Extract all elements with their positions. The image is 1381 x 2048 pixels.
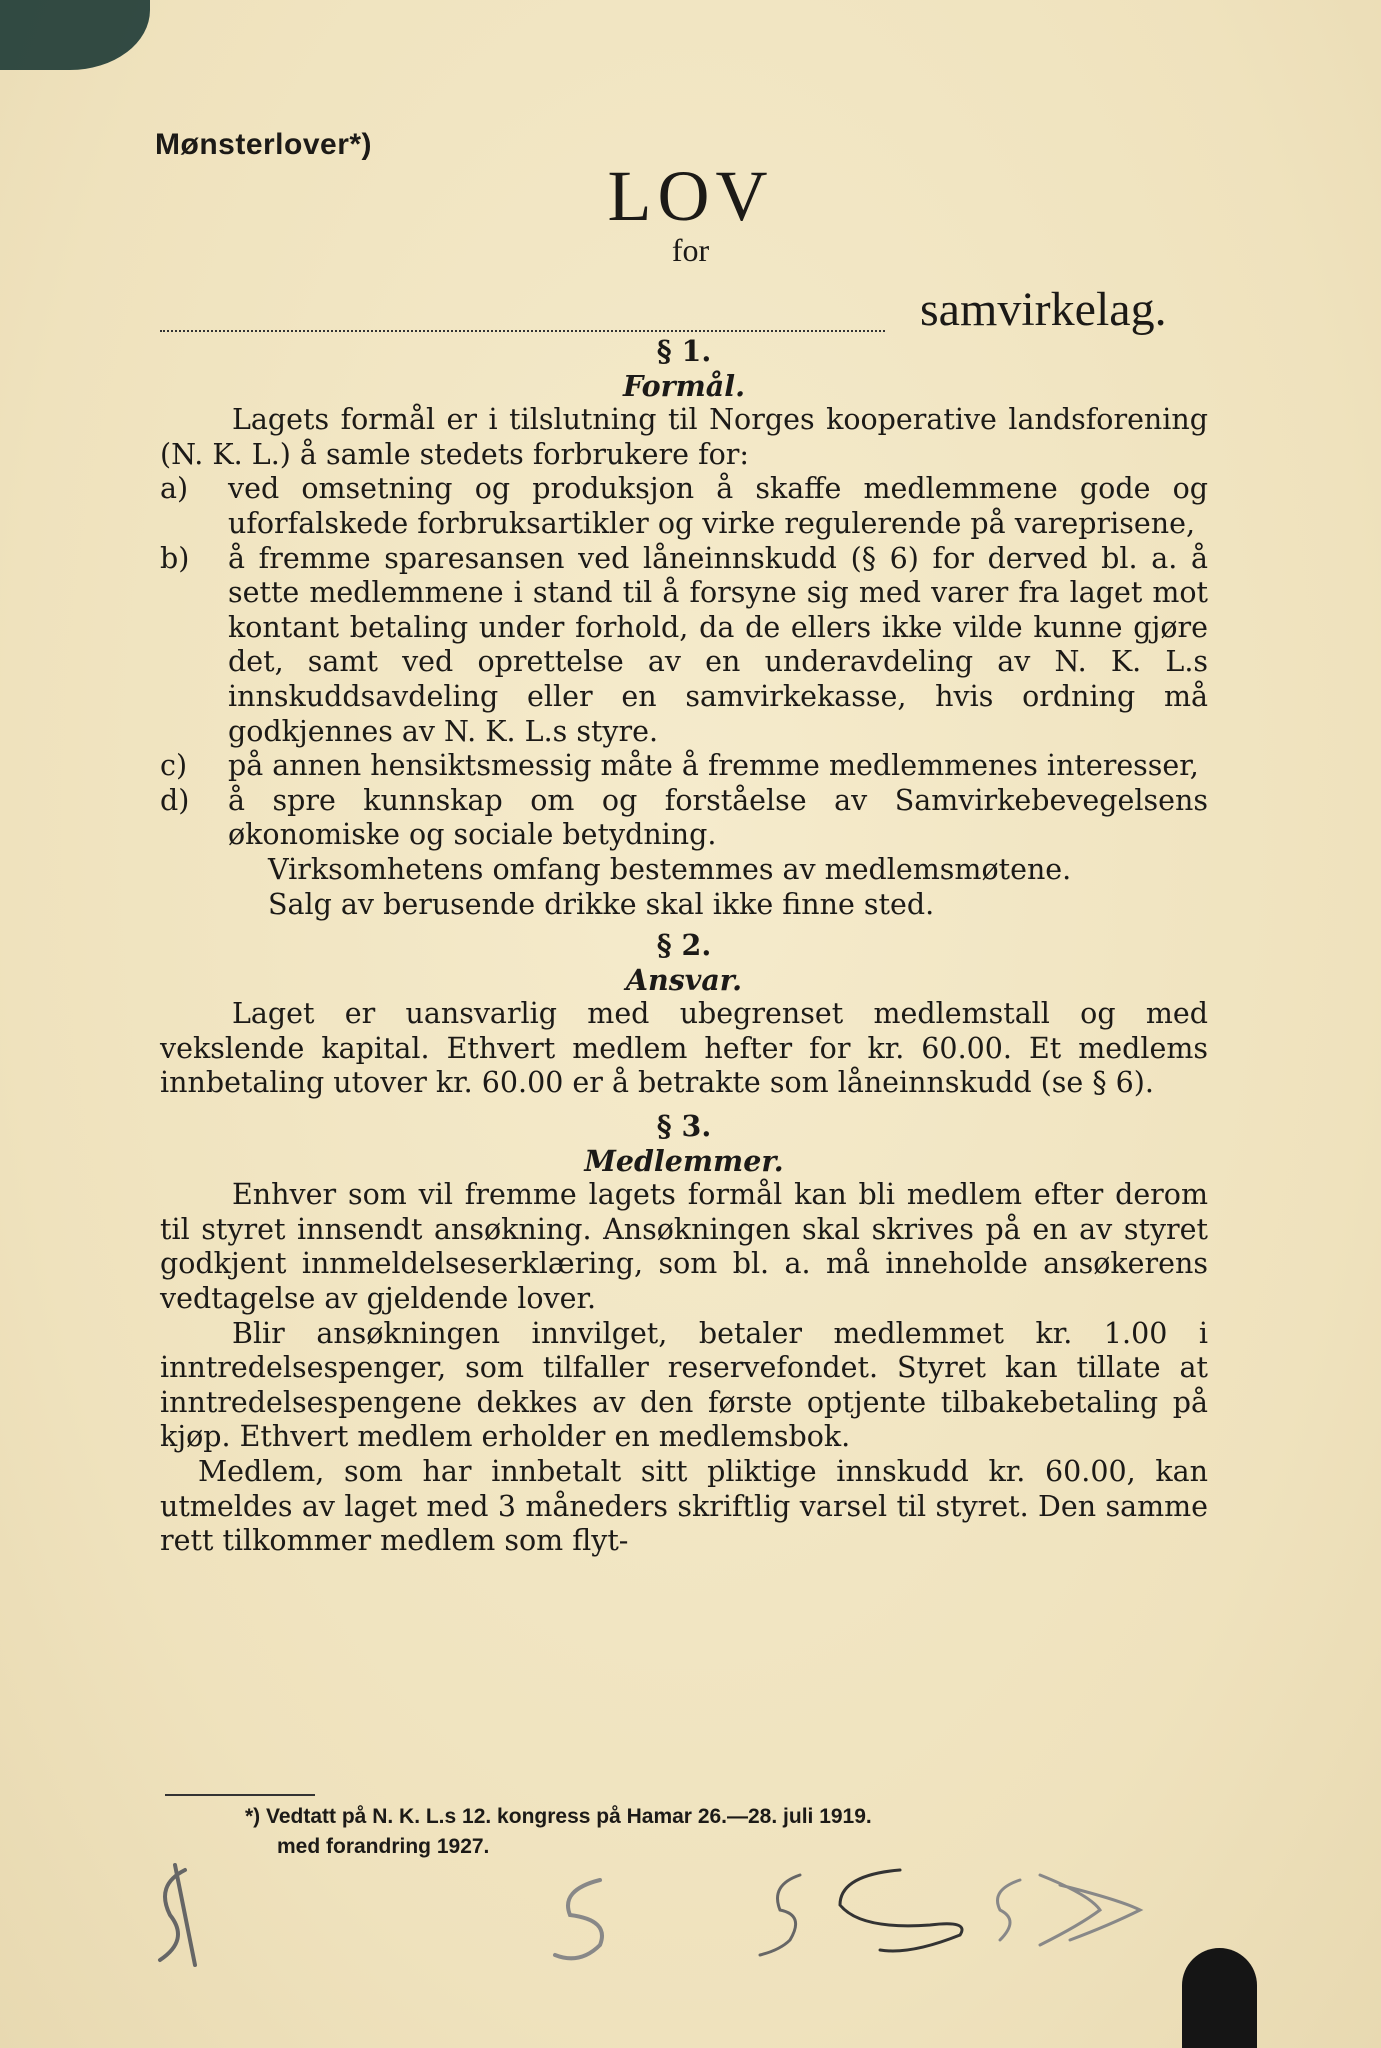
- handwritten-pencil-marks: [140, 1855, 1190, 1975]
- footnote-divider: [165, 1794, 315, 1796]
- document-body: [160, 334, 1208, 1559]
- list-item-text: å spre kunnskap om og forståelse av Samvirkebevegelsens økonomiske og sociale betydning.: [228, 783, 1208, 852]
- footnote-line-1: *) Vedtatt på N. K. L.s 12. kongress på Hamar 26.—28. juli 1919.: [245, 1805, 872, 1828]
- section-3-paragraph-3: Medlem, som har innbetalt sitt pliktige innskudd kr. 60.00, kan utmeldes av laget med 3 måneders skriftlig varsel til styret. Den samme rett tilkommer medlem som flyt-: [160, 1455, 1208, 1558]
- page-title: LOV: [607, 156, 774, 236]
- section-2-heading: Ansvar.: [625, 962, 743, 997]
- lag-name-suffix: samvirkelag.: [920, 283, 1167, 336]
- list-item: [160, 472, 1208, 541]
- section-3-paragraph-2: Blir ansøkningen innvilget, betaler medlemmet kr. 1.00 i inntredelsespenger, som tilfaller reservefondet. Styret kan tillate at inntredelsespengene dekkes av den første optjente tilbakebetaling på kjøp. Ethvert medlem erholder en medlemsbok.: [160, 1316, 1208, 1454]
- list-item-label: d): [160, 783, 190, 817]
- list-item: [160, 542, 1208, 750]
- title-for: for: [671, 232, 710, 268]
- section-1-intro: Lagets formål er i tilslutning til Norges kooperative landsforening (N. K. L.) å samle stedets forbrukere for:: [160, 403, 1208, 471]
- list-item-label: a): [160, 472, 189, 506]
- list-item-label: c): [160, 749, 188, 783]
- section-3-paragraph-1: Enhver som vil fremme lagets formål kan bli medlem efter derom til styret innsendt ansøkning. Ansøkningen skal skrives på en av styret godkjent innmeldelseserklæring, som bl. a. må inneholde ansøkerens vedtagelse av gjeldende lover.: [160, 1178, 1208, 1316]
- section-2-number: § 2.: [656, 928, 712, 963]
- footnote: [245, 1802, 1145, 1862]
- section-2-paragraph: Laget er uansvarlig med ubegrenset medlemstall og med vekslende kapital. Ethvert medlem hefter for kr. 60.00. Et medlems innbetaling utover kr. 60.00 er å betrakte som låneinnskudd (se § 6).: [160, 997, 1208, 1100]
- section-1-after-1: Virksomhetens omfang bestemmes av medlemsmøtene.: [268, 852, 1072, 886]
- section-3-heading: Medlemmer.: [584, 1143, 784, 1178]
- ink-stain-bottom-right: [1182, 1948, 1257, 2048]
- document-label: Mønsterlover*): [155, 128, 373, 161]
- section-3-number: § 3.: [656, 1109, 712, 1144]
- list-item-text: på annen hensiktsmessig måte å fremme medlemmenes interesser,: [228, 749, 1199, 783]
- footnote-line-2: med forandring 1927.: [277, 1835, 490, 1858]
- list-item-text: å fremme sparesansen ved låneinnskudd (§ 6) for derved bl. a. å sette medlemmene i stand til å forsyne sig med varer fra laget mot kontant betaling under forhold, da de ellers ikke vilde kunne gjøre det, samt ved oprettelse av en underavdeling av N. K. L.s innskuddsavdeling eller en samvirkekasse, hvis ordning må godkjennes av N. K. L.s styre.: [228, 541, 1208, 748]
- list-item-label: b): [160, 541, 190, 575]
- list-item: [160, 784, 1208, 853]
- lag-name-blank-line: [160, 330, 885, 332]
- section-1-number: § 1.: [656, 334, 712, 368]
- section-1-after-2: Salg av berusende drikke skal ikke finne sted.: [268, 887, 935, 921]
- list-item: [160, 749, 1208, 784]
- list-item-text: ved omsetning og produksjon å skaffe medlemmene gode og uforfalskede forbruksartikler og virke regulerende på vareprisene,: [228, 472, 1208, 540]
- section-1-heading: Formål.: [622, 368, 746, 403]
